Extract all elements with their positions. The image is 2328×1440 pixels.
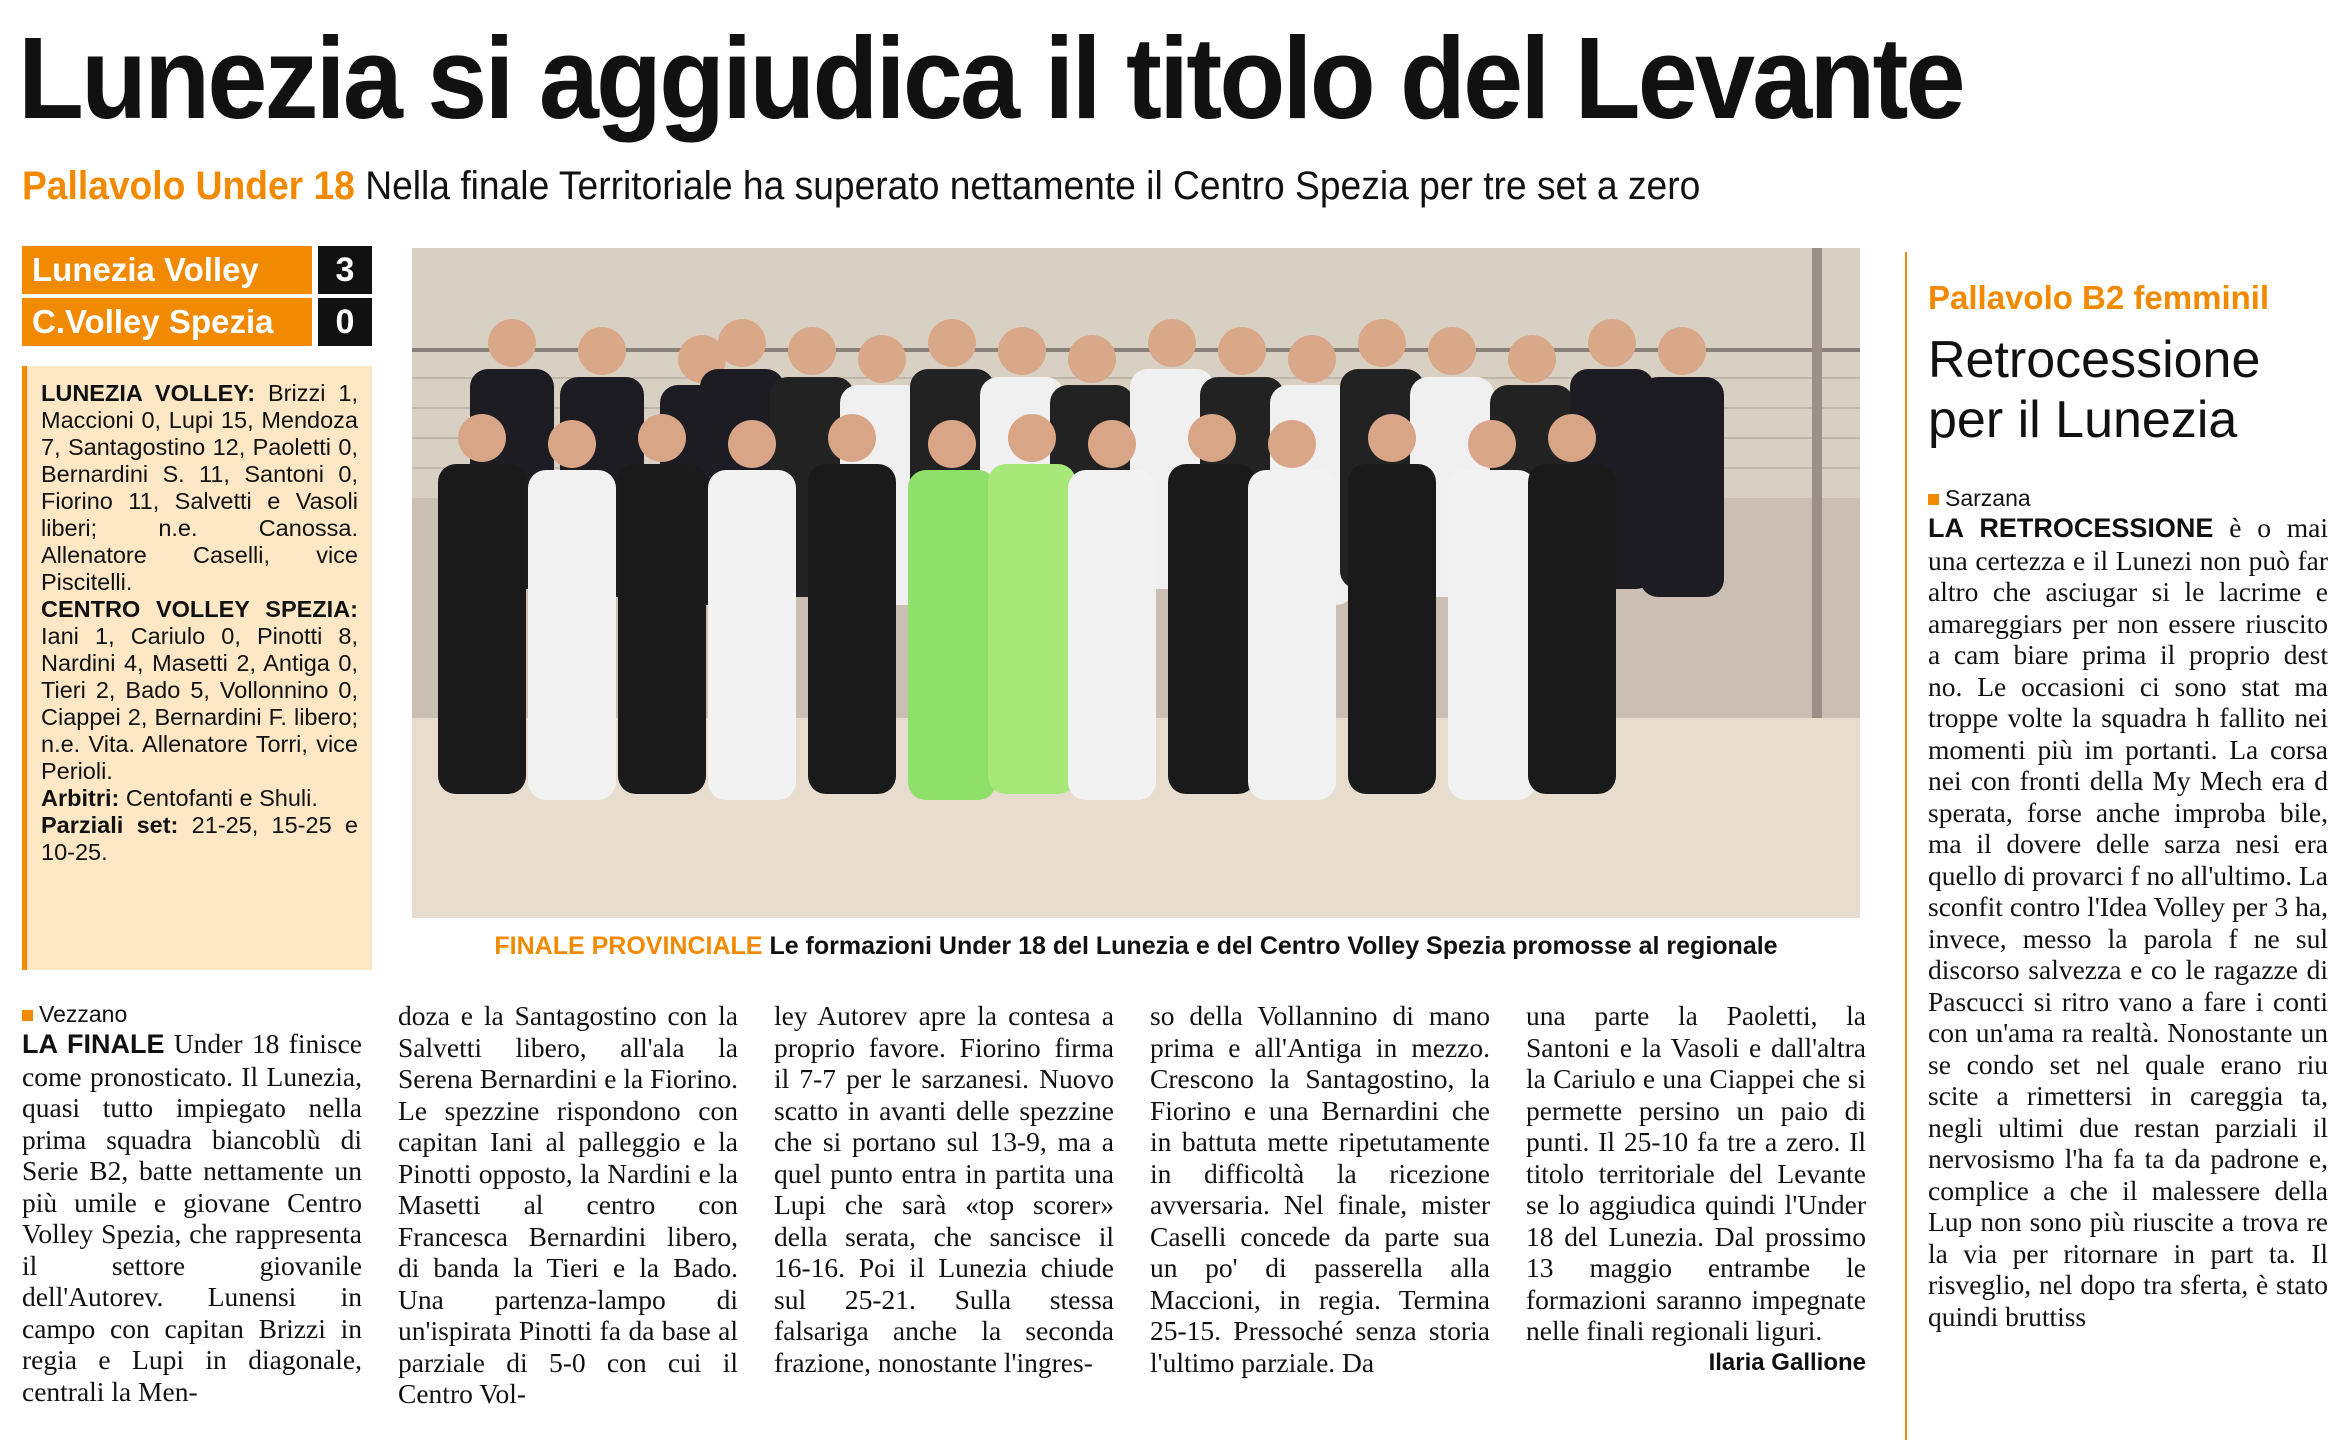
- person-head: [718, 319, 766, 367]
- lineup-team2: [41, 596, 358, 785]
- person-head: [788, 327, 836, 375]
- side-article-paragraph: [1928, 512, 2328, 1332]
- team-photo: [412, 248, 1860, 918]
- lineup-team2-label: CENTRO VOLLEY SPEZIA:: [41, 596, 358, 622]
- sets-label: Parziali set:: [41, 812, 179, 838]
- side-article-dateline: [1928, 484, 2328, 512]
- scoreboard-row-home: [22, 246, 372, 294]
- person-head: [1588, 319, 1636, 367]
- person-figure: [708, 470, 796, 800]
- person-figure: [908, 470, 996, 800]
- photo-caption: [412, 926, 1860, 966]
- side-article-kicker: Pallavolo B2 femminil: [1928, 279, 2270, 316]
- person-head: [1428, 327, 1476, 375]
- dateline-text: Vezzano: [39, 1001, 128, 1027]
- article-text: ley Autorev apre la contesa a proprio favore. Fiorino firma il 7-7 per le sarzanesi. Nuovo scatto in avanti delle spezzine che si portano sul 13-9, ma a quel punto entra in partita una Lupi che sarà «top scorer» della serata, che sancisce il 16-16. Poi il Lunezia chiude sul 25-21. Sulla stessa falsariga anche la seconda frazione, nonostante l'ingres-: [774, 1000, 1114, 1378]
- person-head: [1548, 414, 1596, 462]
- person-figure: [1348, 464, 1436, 794]
- side-article-title: [1928, 330, 2288, 460]
- article-author: Ilaria Gallione: [1708, 1348, 1866, 1376]
- lineup-referees: [41, 785, 358, 812]
- side-article-body: [1928, 484, 2328, 1440]
- person-head: [1658, 327, 1706, 375]
- person-head: [1358, 319, 1406, 367]
- article-paragraph: [22, 1028, 362, 1407]
- person-head: [1368, 414, 1416, 462]
- column-divider: [1905, 252, 1907, 1440]
- person-head: [1288, 335, 1336, 383]
- article-column-5: [1526, 1000, 1866, 1440]
- person-head: [548, 420, 596, 468]
- article-text: una parte la Paoletti, la Santoni e la Vasoli e dall'altra la Cariulo e una Ciappei che si permette persino un paio di punti. Il 25-10 fa tre a zero. Il titolo territoriale del Levante se lo aggiudica quindi l'Under 18 del Lunezia. Dal prossimo 13 maggio entrambe le formazioni saranno impegnate nelle finali regionali liguri.: [1526, 1000, 1866, 1346]
- lineup-sets: [41, 812, 358, 866]
- person-figure: [1248, 470, 1336, 800]
- referees-text: Centofanti e Shuli.: [125, 785, 318, 811]
- scoreboard-score: 3: [318, 246, 372, 294]
- person-figure: [1448, 470, 1536, 800]
- article-dateline: [22, 1000, 362, 1028]
- dateline-square-icon: [22, 1010, 33, 1021]
- referees-label: Arbitri:: [41, 785, 120, 811]
- person-figure: [808, 464, 896, 794]
- person-figure: [1528, 464, 1616, 794]
- person-head: [638, 414, 686, 462]
- team-photo-illustration: [412, 248, 1860, 918]
- person-head: [858, 335, 906, 383]
- side-title-line: per il Lunezia: [1928, 391, 2238, 449]
- dateline-text: Sarzana: [1945, 485, 2031, 511]
- side-article-lead: LA RETROCESSIONE: [1928, 513, 2214, 543]
- person-head: [728, 420, 776, 468]
- dateline-square-icon: [1928, 494, 1939, 505]
- person-head: [1148, 319, 1196, 367]
- person-figure: [1640, 377, 1724, 597]
- person-figure: [988, 464, 1076, 794]
- person-head: [1468, 420, 1516, 468]
- caption-text: Le formazioni Under 18 del Lunezia e del Centro Volley Spezia promosse al regionale: [769, 932, 1778, 960]
- caption-kicker: FINALE PROVINCIALE: [494, 932, 763, 960]
- subheadline-text: Nella finale Territoriale ha superato nettamente il Centro Spezia per tre set a zero: [365, 164, 1701, 208]
- person-figure: [618, 464, 706, 794]
- article-column-2: [398, 1000, 738, 1440]
- person-figure: [528, 470, 616, 800]
- person-head: [998, 327, 1046, 375]
- article-text: so della Vollannino di mano prima e all'Antiga in mezzo. Crescono la Santagostino, la Fiorino e una Bernardini che in battuta mette ripetutamente in difficoltà la ricezione avversaria. Nel finale, mister Caselli concede da parte sua un po' di passerella alla Maccioni, in regia. Termina 25-15. Pressoché senza storia l'ultimo parziale. Da: [1150, 1000, 1490, 1378]
- person-head: [1188, 414, 1236, 462]
- lineup-team2-text: Iani 1, Cariulo 0, Pinotti 8, Nardini 4, Masetti 2, Antiga 0, Tieri 2, Bado 5, Vollonnino 0, Ciappei 2, Bernardini F. libero; n.e. Vita. Allenatore Torri, vice Perioli.: [41, 623, 358, 784]
- person-figure: [438, 464, 526, 794]
- sets-text: 21-25, 15-25 e 10-25.: [41, 812, 358, 865]
- person-head: [488, 319, 536, 367]
- person-head: [1008, 414, 1056, 462]
- person-head: [578, 327, 626, 375]
- person-head: [1218, 327, 1266, 375]
- person-head: [928, 319, 976, 367]
- subheadline: [22, 158, 2124, 214]
- scoreboard-score: 0: [318, 298, 372, 346]
- lineup-team1-text: Brizzi 1, Maccioni 0, Lupi 15, Mendoza 7, Santagostino 12, Paoletti 0, Bernardini S. 11, Santoni 0, Fiorino 11, Salvetti e Vasoli liberi; n.e. Canossa. Allenatore Caselli, vice Piscitelli.: [41, 380, 358, 595]
- person-head: [928, 420, 976, 468]
- side-article-text: è o mai una certezza e il Lunezi non può far altro che asciugar si le lacrime e amareggiars per non essere riuscito a cam biare prima il proprio dest no. Le occasioni ci sono stat ma troppe volte la squadra h fallito nei momenti più im portanti. La corsa nei con fronti della My Mech era d sperata, forse anche improba bile, ma il dovere delle sarza nesi era quello di provarci f no all'ultimo. La sconfit contro l'Idea Volley per 3 ha, invece, messo la parola f ne sul discorso salvezza e co le ragazze di Pascucci si ritro vano a fare i conti con un'ama ra realtà. Nonostante un se condo set nel quale erano riu scite a rimettersi in careggia ta, negli ultimi due restan parziali il nervosismo l'ha fa ta da padrone e, complice a che il malessere della Lup non sono più riuscite a trova re la via per ritornare in part ta. Il risveglio, nel dopo tra sferta, è stato quindi bruttiss: [1928, 512, 2328, 1332]
- person-head: [458, 414, 506, 462]
- side-title-line: Retrocessione: [1928, 331, 2261, 389]
- lineup-team1: [41, 380, 358, 596]
- person-head: [1268, 420, 1316, 468]
- scoreboard-row-away: [22, 298, 372, 346]
- scoreboard-team: Lunezia Volley: [22, 246, 312, 294]
- person-figure: [1068, 470, 1156, 800]
- subheadline-kicker: Pallavolo Under 18: [22, 164, 355, 208]
- article-text: doza e la Santagostino con la Salvetti libero, all'ala la Serena Bernardini e la Fiorino. Le spezzine rispondono con capitan Iani al palleggio e la Pinotti opposto, la Nardini e la Masetti al centro con Francesca Bernardini libero, di banda la Tieri e la Bado. Una partenza-lampo di un'ispirata Pinotti fa da base al parziale di 5-0 con cui il Centro Vol-: [398, 1000, 738, 1409]
- lineup-box: [22, 366, 372, 970]
- person-figure: [1168, 464, 1256, 794]
- person-head: [1088, 420, 1136, 468]
- article-column-1: [22, 1000, 362, 1440]
- article-text: Under 18 finisce come pronosticato. Il Lunezia, quasi tutto impiegato nella prima squadra biancoblù di Serie B2, batte nettamente un più umile e giovane Centro Volley Spezia, che rappresenta il settore giovanile dell'Autorev. Lunensi in campo con capitan Brizzi in regia e Lupi in diagonale, centrali la Men-: [22, 1028, 363, 1407]
- article-lead: LA FINALE: [22, 1029, 165, 1059]
- person-head: [828, 414, 876, 462]
- article-column-3: [774, 1000, 1114, 1440]
- article-column-4: [1150, 1000, 1490, 1440]
- lineup-team1-label: LUNEZIA VOLLEY:: [41, 380, 256, 406]
- person-head: [1508, 335, 1556, 383]
- person-head: [1068, 335, 1116, 383]
- scoreboard-team: C.Volley Spezia: [22, 298, 312, 346]
- headline: Lunezia si aggiudica il titolo del Levante: [18, 13, 1963, 143]
